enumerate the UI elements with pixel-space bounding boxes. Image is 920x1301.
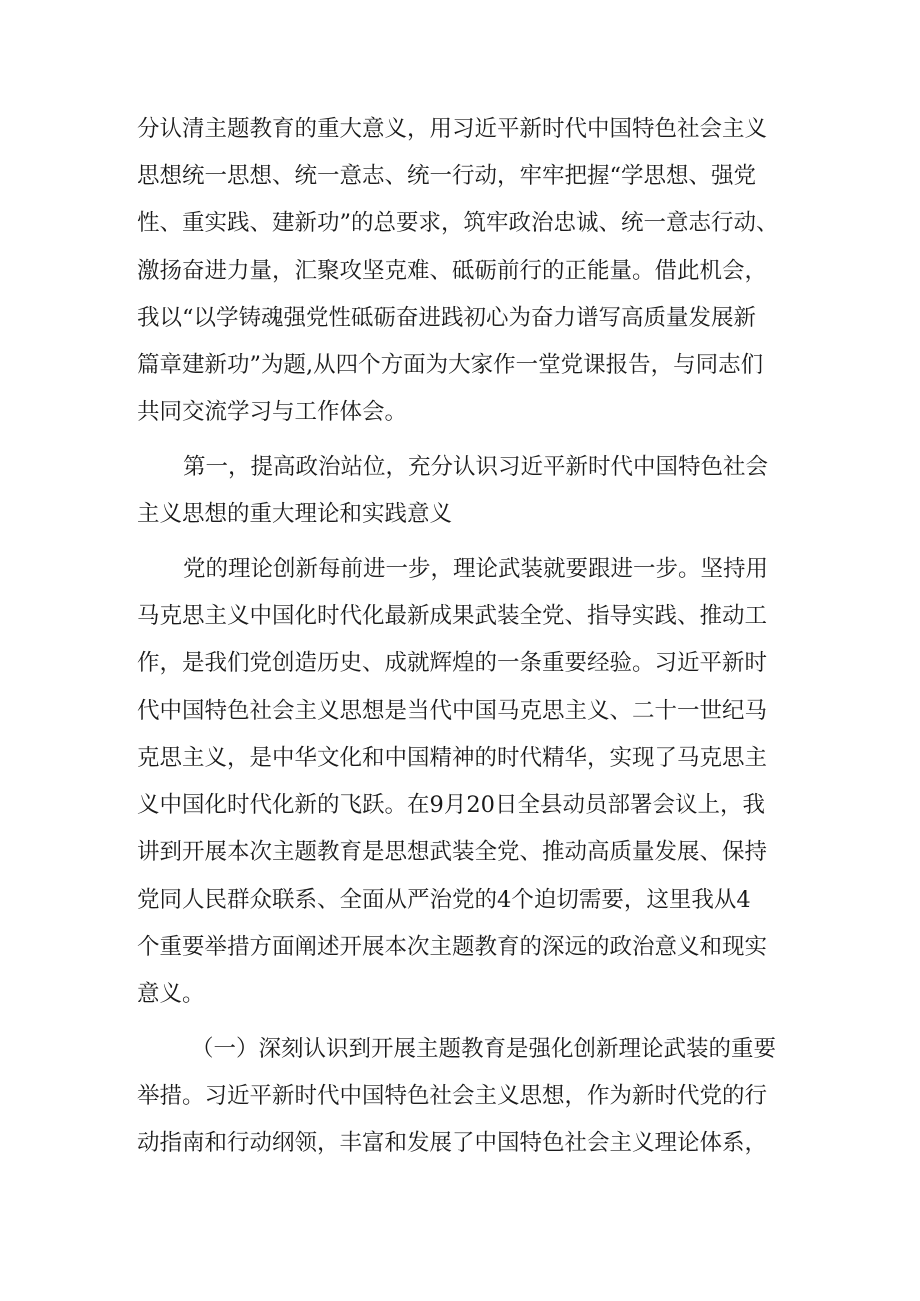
text-line: 思想统一思想、统一意志、统一行动，牢牢把握“学思想、强党: [137, 163, 757, 189]
text-line: 克思主义，是中华文化和中国精神的时代精华，实现了马克思主: [137, 745, 768, 771]
text-line: 讲到开展本次主题教育是思想武装全党、推动高质量发展、保持: [137, 839, 768, 865]
text-line: 意义。: [137, 981, 205, 1007]
text-line: 个重要举措方面阐述开展本次主题教育的深远的政治意义和现实: [137, 934, 768, 960]
section-heading: 第一，提高政治站位，充分认识习近平新时代中国特色社会: [183, 454, 769, 480]
text-line: （一）深刻认识到开展主题教育是强化创新理论武装的重要: [191, 1036, 777, 1062]
text-line: 动指南和行动纲领，丰富和发展了中国特色社会主义理论体系，: [137, 1130, 768, 1156]
text-line: 激扬奋进力量，汇聚攻坚克难、砥砺前行的正能量。借此机会，: [137, 258, 768, 284]
text-line: 性、重实践、建新功”的总要求，筑牢政治忠诚、统一意志行动、: [137, 210, 779, 236]
section-heading: 主义思想的重大理论和实践意义: [137, 501, 453, 527]
text-line: 举措。习近平新时代中国特色社会主义思想，作为新时代党的行: [137, 1083, 768, 1109]
text-line: 党同人民群众联系、全面从严治党的4个迫切需要，这里我从4: [137, 887, 751, 913]
text-line: 作，是我们党创造历史、成就辉煌的一条重要经验。习近平新时: [137, 650, 768, 676]
text-line: 共同交流学习与工作体会。: [137, 399, 408, 425]
text-line: 马克思主义中国化时代化最新成果武装全党、指导实践、推动工: [137, 603, 768, 629]
text-line: 党的理论创新每前进一步，理论武装就要跟进一步。坚持用: [183, 556, 769, 582]
text-line: 义中国化时代化新的飞跃。在9月20日全县动员部署会议上，我: [137, 792, 765, 818]
text-line: 篇章建新功”为题,从四个方面为大家作一堂党课报告，与同志们: [137, 352, 764, 378]
text-line: 我以“以学铸魂强党性砥砺奋进践初心为奋力谱写高质量发展新: [137, 305, 757, 331]
text-line: 代中国特色社会主义思想是当代中国马克思主义、二十一世纪马: [137, 698, 768, 724]
text-line: 分认清主题教育的重大意义，用习近平新时代中国特色社会主义: [137, 116, 768, 142]
